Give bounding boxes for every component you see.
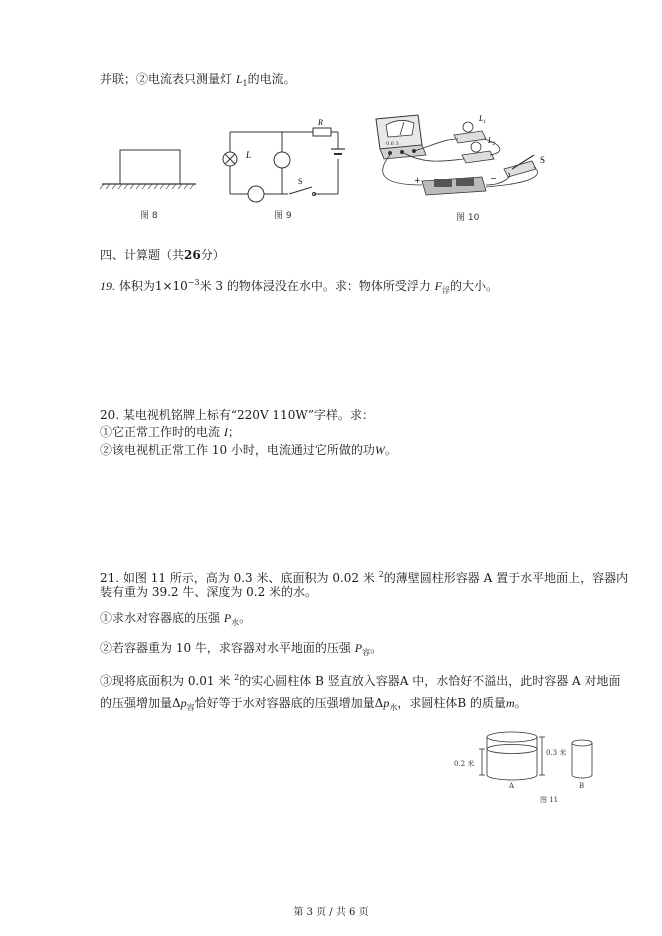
q21-p1-var: P bbox=[223, 611, 232, 625]
question-20-line3 bbox=[100, 442, 397, 458]
q21-p4-var2: p bbox=[383, 696, 390, 710]
fig11-caption: 图 11 bbox=[540, 796, 559, 804]
question-19 bbox=[100, 275, 498, 299]
battery-icon bbox=[422, 177, 486, 195]
q21-l1-sup: 2 bbox=[378, 570, 384, 579]
q21-p1-a: ①求水对容器底的压强 bbox=[100, 611, 224, 625]
question-21-part3-cont bbox=[100, 695, 527, 716]
q21-l1-a: 21. 如图 11 所示，高为 0.3 米、底面积为 0.02 米 bbox=[100, 571, 379, 585]
q21-p4-d: 。 bbox=[514, 696, 527, 710]
lamp-sub: 1 bbox=[242, 79, 248, 88]
question-20-line1: 20. 某电视机铭牌上标有“220V 110W”字样。求： bbox=[100, 408, 375, 422]
ammeter-scale: 0.6 3 bbox=[386, 141, 399, 147]
q20-l3-a: ②该电视机正常工作 10 小时，电流通过它所做的功 bbox=[100, 443, 375, 457]
fig11-h1: 0.2 米 bbox=[454, 760, 475, 768]
fig11-h2: 0.3 米 bbox=[546, 749, 567, 757]
q19-text-a: 体积为1×10 bbox=[115, 279, 188, 293]
ammeter-icon bbox=[376, 115, 426, 159]
q21-p4-c: ，求圆柱体B 的质量 bbox=[397, 696, 506, 710]
q21-p2-b: 。 bbox=[370, 641, 383, 655]
top-line bbox=[100, 71, 296, 92]
fig9-L-label: L bbox=[246, 150, 252, 160]
q21-p4-b: 恰好等于水对容器底的压强增加量Δ bbox=[194, 696, 384, 710]
q20-work-var: W bbox=[374, 443, 385, 457]
q21-p3-a: ③现将底面积为 0.01 米 bbox=[100, 674, 235, 688]
fig9-S-label: S bbox=[298, 177, 303, 186]
lamp-var: L bbox=[235, 72, 243, 86]
q21-l1-b: 的薄壁圆柱形容器 A 置于水平地面上，容器内 bbox=[383, 571, 629, 585]
fig9-caption: 图 9 bbox=[274, 211, 292, 221]
q21-p1-sub: 水 bbox=[231, 618, 240, 627]
fig9-R-label: R bbox=[318, 118, 323, 127]
q21-p4-sub2: 水 bbox=[389, 703, 398, 712]
section-points: 26 bbox=[184, 248, 201, 262]
page-footer: 第 3 页 / 共 6 页 bbox=[293, 907, 369, 918]
q21-p3-sup: 2 bbox=[234, 673, 240, 682]
top-text-prefix: 并联；②电流表只测量灯 bbox=[100, 72, 236, 86]
q20-l2-a: ①它正常工作时的电流 bbox=[100, 425, 224, 439]
question-20-line2 bbox=[100, 424, 240, 440]
fig10-L2: $L_2$ bbox=[488, 136, 495, 147]
q21-p3-b: 的实心圆柱体 B 竖直放入容器A 中，水恰好不溢出，此时容器 A 对地面 bbox=[239, 674, 621, 688]
section-heading-suffix: 分） bbox=[200, 248, 225, 262]
section-heading-prefix: 四、计算题（共 bbox=[100, 248, 185, 262]
q19-sub: 浮 bbox=[442, 286, 451, 295]
q21-p4-var1: p bbox=[180, 696, 187, 710]
section-heading bbox=[100, 247, 225, 263]
fig10-minus: − bbox=[490, 174, 497, 183]
figure-8 bbox=[100, 140, 200, 220]
figure-11 bbox=[452, 725, 602, 807]
figure-10 bbox=[364, 105, 554, 227]
q20-current-var: I bbox=[223, 425, 228, 439]
figure-9 bbox=[218, 114, 348, 222]
question-21-line2: 装有重为 39.2 牛、深度为 0.2 米的水。 bbox=[100, 585, 318, 599]
q19-text-b: 米 3 的物体浸没在水中。求：物体所受浮力 bbox=[199, 279, 435, 293]
q20-l2-b: ； bbox=[227, 425, 240, 439]
question-21-part3 bbox=[100, 670, 621, 689]
q19-exponent: −3 bbox=[187, 278, 200, 287]
q21-p1-b: 。 bbox=[239, 611, 252, 625]
q19-number: 19. bbox=[100, 279, 115, 293]
question-21-part2 bbox=[100, 640, 382, 661]
fig10-L1: $L_1$ bbox=[479, 114, 486, 125]
fig10-plus: + bbox=[414, 176, 421, 185]
q20-l3-b: 。 bbox=[384, 443, 397, 457]
fig11-label-a: A bbox=[509, 782, 515, 790]
q21-p2-a: ②若容器重为 10 牛，求容器对水平地面的压强 bbox=[100, 641, 355, 655]
q19-var: F bbox=[434, 279, 443, 293]
q19-text-c: 的大小。 bbox=[450, 279, 499, 293]
fig10-S: S bbox=[540, 155, 546, 165]
question-21-part1 bbox=[100, 610, 251, 631]
top-text-suffix: 的电流。 bbox=[247, 72, 296, 86]
q21-p4-mass-var: m bbox=[505, 696, 515, 710]
q21-p4-sub1: 容 bbox=[186, 703, 195, 712]
q21-p4-a: 的压强增加量Δ bbox=[100, 696, 181, 710]
q21-p2-var: P bbox=[354, 641, 363, 655]
fig8-caption: 图 8 bbox=[140, 211, 158, 221]
fig11-label-b: B bbox=[579, 782, 585, 790]
fig10-caption: 图 10 bbox=[456, 213, 480, 223]
q21-p2-sub: 容 bbox=[362, 648, 371, 657]
